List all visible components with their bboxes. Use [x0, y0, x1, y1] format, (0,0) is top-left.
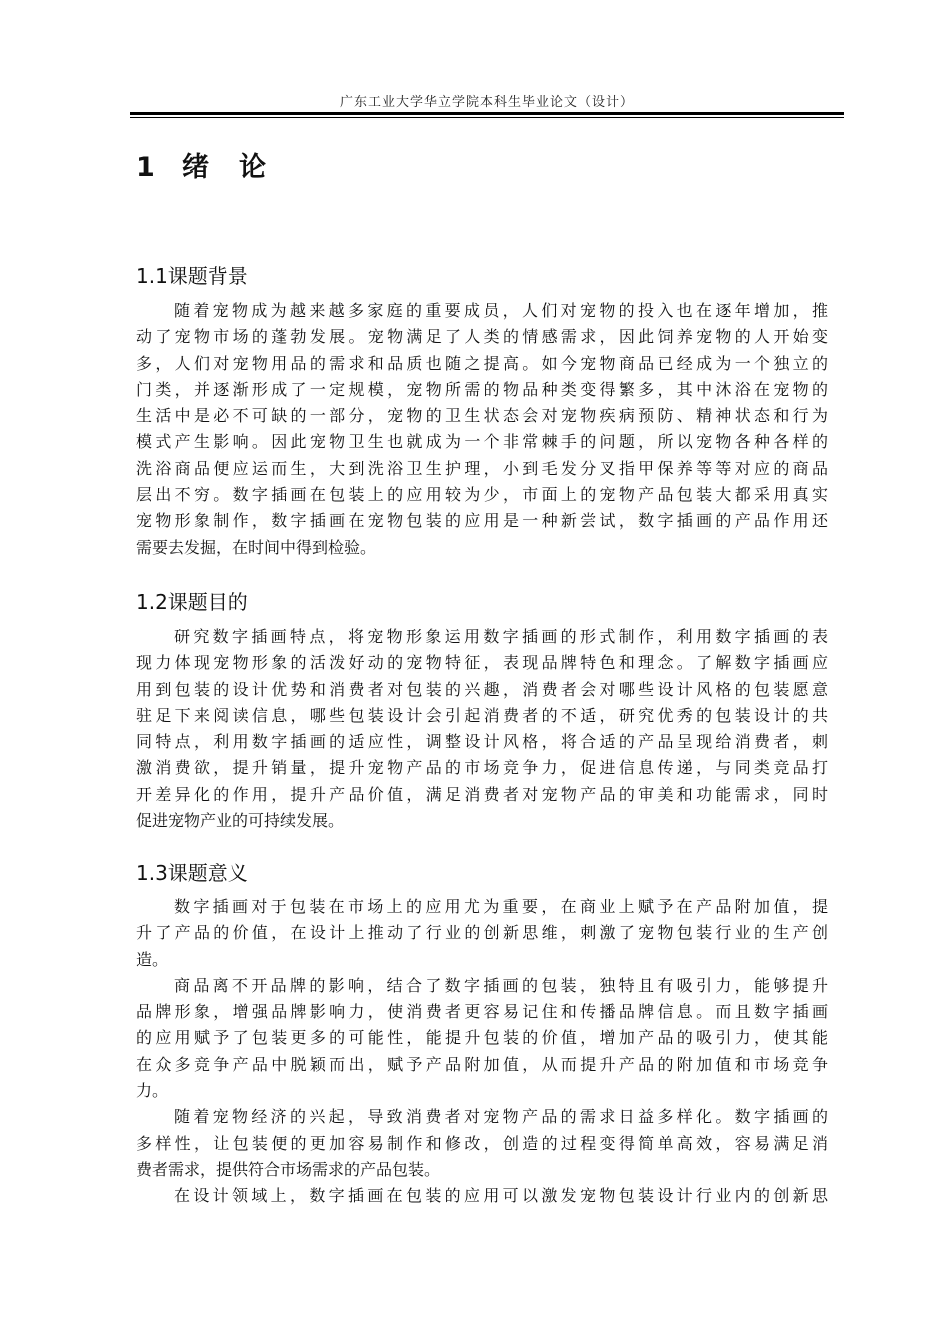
header-rule-thick — [130, 112, 844, 115]
section-body — [136, 894, 828, 1210]
section-title: 1.1课题背景 — [136, 264, 248, 288]
text-line: 激消费欲，提升销量，提升宠物产品的市场竞争力，促进信息传递，与同类竞品打 — [136, 758, 828, 778]
text-line: 商品离不开品牌的影响，结合了数字插画的包装，独特且有吸引力，能够提升 — [174, 975, 828, 995]
text-line: 多，人们对宠物用品的需求和品质也随之提高。如今宠物商品已经成为一个独立的 — [136, 353, 828, 373]
text-line: 门类，并逐渐形成了一定规模，宠物所需的物品种类变得繁多，其中沐浴在宠物的 — [136, 379, 828, 399]
text-line: 数字插画对于包装在市场上的应用尤为重要，在商业上赋予在产品附加值，提 — [174, 897, 828, 916]
chapter-heading — [136, 145, 268, 184]
text-line: 宠物形象制作，数字插画在宠物包装的应用是一种新尝试，数字插画的产品作用还 — [136, 511, 828, 531]
text-line: 现力体现宠物形象的活泼好动的宠物特征，表现品牌特色和理念。了解数字插画应 — [136, 653, 828, 673]
text-line: 层出不穷。数字插画在包装上的应用较为少，市面上的宠物产品包装大都采用真实 — [136, 485, 828, 505]
text-line: 造。 — [136, 949, 169, 969]
text-line: 洗浴商品便应运而生，大到洗浴卫生护理，小到毛发分叉指甲保养等等对应的商品 — [136, 458, 828, 478]
text-line: 促进宠物产业的可持续发展。 — [136, 811, 345, 831]
chapter-title-char-1: 绪 — [182, 152, 211, 183]
text-line: 品牌形象，增强品牌影响力，使消费者更容易记住和传播品牌信息。而且数字插画 — [136, 1002, 828, 1022]
text-line: 的应用赋予了包装更多的可能性，能提升包装的价值，增加产品的吸引力，使其能 — [136, 1028, 828, 1048]
chapter-number: 1 — [136, 152, 157, 183]
text-line: 费者需求，提供符合市场需求的产品包装。 — [136, 1159, 441, 1179]
section-body — [136, 298, 828, 561]
text-line: 多样性，让包装便的更加容易制作和修改，创造的过程变得简单高效，容易满足消 — [136, 1133, 828, 1153]
section-title: 1.2课题目的 — [136, 590, 248, 614]
text-line: 升了产品的价值，在设计上推动了行业的创新思维，刺激了宠物包装行业的生产创 — [136, 923, 828, 943]
text-line: 用到包装的设计优势和消费者对包装的兴趣，消费者会对哪些设计风格的包装愿意 — [136, 679, 828, 699]
text-line: 随着宠物成为越来越多家庭的重要成员，人们对宠物的投入也在逐年增加，推 — [174, 301, 828, 320]
text-line: 动了宠物市场的蓬勃发展。宠物满足了人类的情感需求，因此饲养宠物的人开始变 — [136, 327, 828, 347]
text-line: 随着宠物经济的兴起，导致消费者对宠物产品的需求日益多样化。数字插画的 — [174, 1107, 828, 1127]
text-line: 生活中是必不可缺的一部分，宠物的卫生状态会对宠物疾病预防、精神状态和行为 — [136, 406, 828, 426]
header-rule-thin — [130, 117, 844, 118]
text-line: 需要去发掘，在时间中得到检验。 — [136, 537, 377, 557]
section-title: 1.3课题意义 — [136, 861, 248, 885]
chapter-title-char-2: 论 — [239, 152, 268, 183]
text-line: 开差异化的作用，提升产品价值，满足消费者对宠物产品的审美和功能需求，同时 — [136, 784, 828, 804]
text-line: 在设计领域上，数字插画在包装的应用可以激发宠物包装设计行业内的创新思 — [174, 1186, 828, 1206]
text-line: 模式产生影响。因此宠物卫生也就成为一个非常棘手的问题，所以宠物各种各样的 — [136, 432, 828, 452]
text-line: 同特点，利用数字插画的适应性，调整设计风格，将合适的产品呈现给消费者，刺 — [136, 732, 828, 752]
text-line: 在众多竞争产品中脱颖而出，赋予产品附加值，从而提升产品的附加值和市场竞争 — [136, 1054, 828, 1074]
section-body — [136, 624, 828, 834]
running-header: 广东工业大学华立学院本科生毕业论文（设计） — [339, 95, 634, 110]
text-line: 研究数字插画特点，将宠物形象运用数字插画的形式制作，利用数字插画的表 — [174, 627, 828, 646]
text-line: 力。 — [136, 1081, 169, 1101]
text-line: 驻足下来阅读信息，哪些包装设计会引起消费者的不适，研究优秀的包装设计的共 — [136, 705, 828, 725]
